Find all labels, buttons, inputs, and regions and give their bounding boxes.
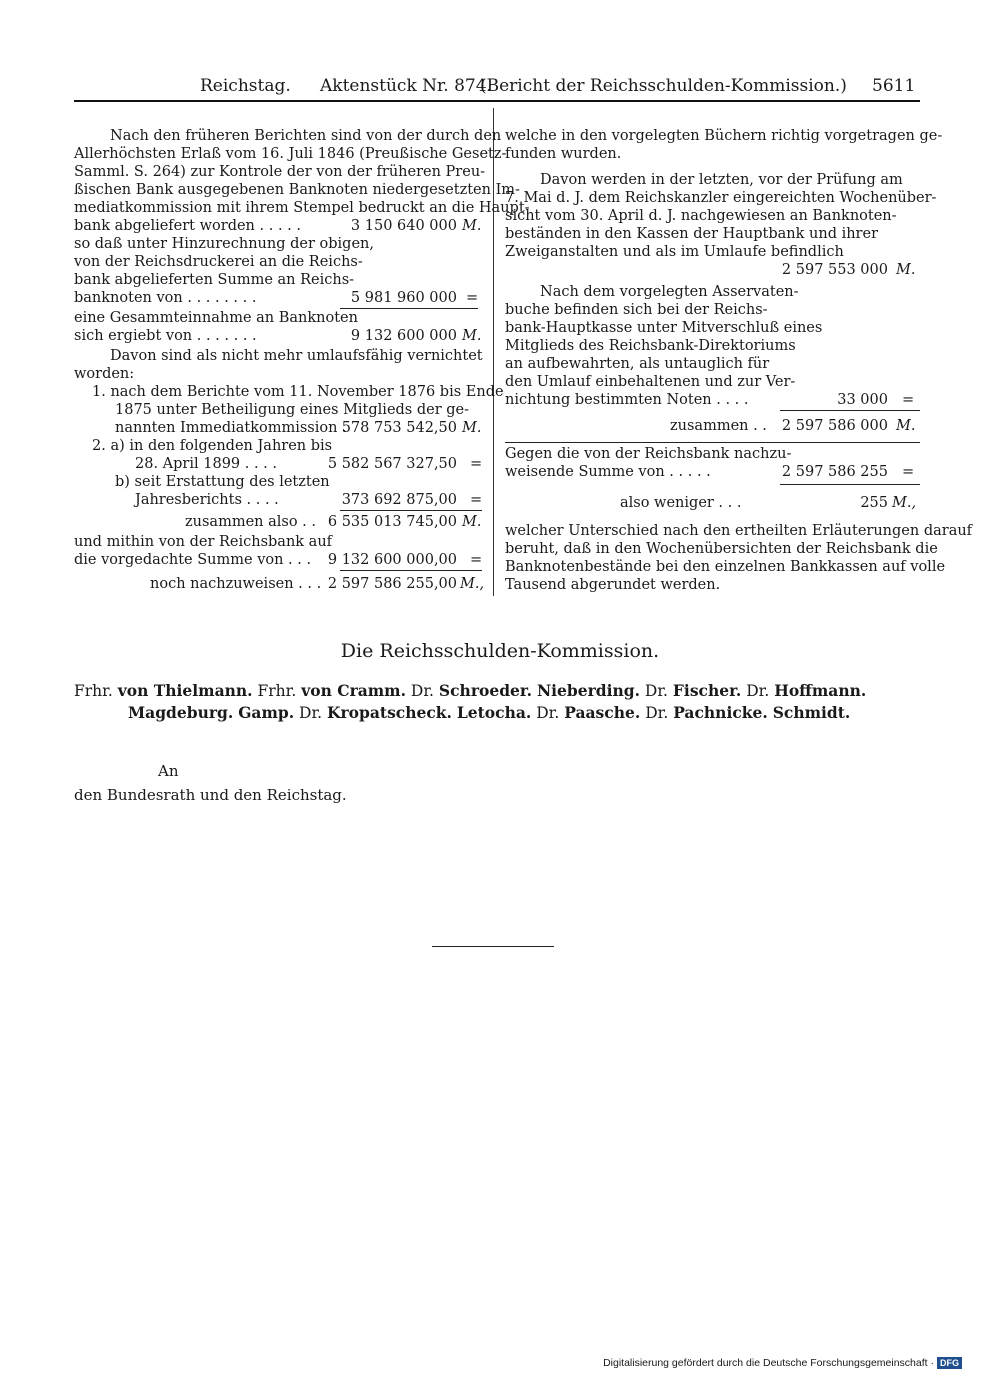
header-right: (Bericht der Reichsschulden-Kommission.) — [480, 76, 847, 96]
signature-line-2 — [128, 703, 850, 722]
signature-name: Fischer. — [672, 681, 742, 700]
right-p2-line: Zweiganstalten und als im Umlaufe befindlich — [505, 244, 844, 260]
amount-value: 578 753 542,50 — [341, 420, 457, 436]
left-item1-line: nannten Immediatkommission . — [115, 420, 347, 436]
amount-value: 255 — [860, 495, 888, 511]
less-label: also weniger . . . — [620, 495, 742, 511]
sum-label: zusammen . . — [670, 418, 767, 434]
footer-text: Digitalisierung gefördert durch die Deutsche Forschungsgemeinschaft — [603, 1357, 928, 1369]
right-p2-line: sicht vom 30. April d. J. nachgewiesen an Banknoten- — [505, 208, 897, 224]
signature-name: Paasche. — [564, 703, 641, 722]
sum-rule — [340, 510, 482, 511]
right-p5-line: beruht, daß in den Wochenübersichten der Reichsbank die — [505, 541, 938, 557]
amount-value: 9 132 600 000 — [350, 328, 457, 344]
currency-unit: M. — [462, 218, 482, 234]
address-an: An — [158, 762, 179, 780]
amount-value: 6 535 013 745,00 — [327, 514, 457, 530]
signature-name: Schroeder. — [438, 681, 533, 700]
signature-prefix: Dr. — [299, 704, 328, 722]
left-item2a-line: 2. a) in den folgenden Jahren bis — [92, 438, 333, 454]
left-p1-line: ßischen Bank ausgegebenen Banknoten niedergesetzten Im- — [74, 182, 520, 198]
amount-value: 2 597 586 255 — [781, 464, 888, 480]
ditto-mark: = — [470, 456, 483, 472]
right-p2-line: Davon werden in der letzten, vor der Prüfung am — [540, 172, 903, 188]
left-item2b-line: Jahresberichts . . . . — [135, 492, 279, 508]
right-p5-line: Tausend abgerundet werden. — [505, 577, 721, 593]
left-p2-line: bank abgelieferten Summe an Reichs- — [74, 272, 355, 288]
section-rule — [505, 442, 920, 443]
right-p3-line: den Umlauf einbehaltenen und zur Ver- — [505, 374, 796, 390]
right-p5-line: welcher Unterschied nach den ertheilten Erläuterungen darauf — [505, 523, 973, 539]
signature-prefix: Dr. — [645, 704, 674, 722]
currency-unit: M. — [462, 514, 482, 530]
sum-rule — [340, 308, 478, 309]
right-p1-line: funden wurden. — [505, 146, 622, 162]
footer-credit: Digitalisierung gefördert durch die Deutsche Forschungsgemeinschaft · DFG — [603, 1357, 962, 1369]
left-p1-line: mediatkommission mit ihrem Stempel bedruckt an die Haupt- — [74, 200, 530, 216]
left-p5-line: und mithin von der Reichsbank auf — [74, 534, 333, 550]
left-item2b-line: b) seit Erstattung des letzten — [115, 474, 330, 490]
end-rule — [432, 946, 554, 947]
right-p3-line: buche befinden sich bei der Reichs- — [505, 302, 768, 318]
right-p3-line: Nach dem vorgelegten Asservaten- — [540, 284, 799, 300]
ditto-mark: = — [902, 464, 915, 480]
right-p2-line: 7. Mai d. J. dem Reichskanzler eingereichten Wochenüber- — [505, 190, 937, 206]
left-p1-line: bank abgeliefert worden . . . . . — [74, 218, 301, 234]
signature-name: Pachnicke. — [673, 703, 768, 722]
signature-prefix: Dr. — [410, 682, 439, 700]
amount-value: 33 000 — [837, 392, 888, 408]
dfg-logo: DFG — [937, 1357, 962, 1369]
amount-value: 2 597 553 000 — [781, 262, 888, 278]
left-p1-line: Samml. S. 264) zur Kontrole der von der früheren Preu- — [74, 164, 486, 180]
signature-name: Kropatscheck. — [327, 703, 452, 722]
signature-name: von Thielmann. — [117, 681, 253, 700]
header-center: Aktenstück Nr. 874. — [320, 76, 492, 96]
signature-prefix: Dr. — [644, 682, 673, 700]
amount-value: 5 981 960 000 — [350, 290, 457, 306]
commission-title: Die Reichsschulden-Kommission. — [340, 640, 660, 662]
ditto-mark: = — [902, 392, 915, 408]
signature-prefix: Dr. — [746, 682, 775, 700]
signature-prefix: Dr. — [536, 704, 565, 722]
signature-line-1 — [74, 681, 866, 700]
signature-name: Nieberding. — [536, 681, 640, 700]
right-p1-line: welche in den vorgelegten Büchern richtig vorgetragen ge- — [505, 128, 943, 144]
left-p5-line: die vorgedachte Summe von . . . — [74, 552, 312, 568]
left-p3-line: eine Gesammteinnahme an Banknoten — [74, 310, 358, 326]
signature-name: Hoffmann. — [774, 681, 867, 700]
currency-unit: M. — [896, 418, 916, 434]
currency-unit: M., — [460, 576, 485, 592]
amount-value: 2 597 586 000 — [781, 418, 888, 434]
right-p4-line: weisende Summe von . . . . . — [505, 464, 711, 480]
left-item1-line: 1. nach dem Berichte vom 11. November 1876 bis Ende — [92, 384, 504, 400]
signature-prefix: Frhr. — [74, 682, 118, 700]
currency-unit: M. — [462, 328, 482, 344]
amount-value: 2 597 586 255,00 — [327, 576, 457, 592]
sum-label: zusammen also . . — [185, 514, 316, 530]
signature-prefix: Frhr. — [257, 682, 302, 700]
rest-label: noch nachzuweisen . . . — [150, 576, 322, 592]
left-p2-line: von der Reichsdruckerei an die Reichs- — [74, 254, 363, 270]
ditto-mark: = — [470, 552, 483, 568]
left-p4-line: Davon sind als nicht mehr umlaufsfähig vernichtet — [110, 348, 483, 364]
left-p4-line: worden: — [74, 366, 135, 382]
right-p4-line: Gegen die von der Reichsbank nachzu- — [505, 446, 792, 462]
ditto-mark: = — [470, 492, 483, 508]
page-number: 5611 — [872, 76, 916, 96]
amount-value: 3 150 640 000 — [350, 218, 457, 234]
left-item2a-line: 28. April 1899 . . . . — [135, 456, 278, 472]
signature-name: von Cramm. — [301, 681, 406, 700]
currency-unit: M., — [892, 495, 917, 511]
right-p3-line: bank-Hauptkasse unter Mitverschluß eines — [505, 320, 823, 336]
left-item1-line: 1875 unter Betheiligung eines Mitglieds der ge- — [115, 402, 470, 418]
ditto-mark: = — [466, 290, 479, 306]
amount-value: 9 132 600 000,00 — [327, 552, 457, 568]
left-p1-line: Nach den früheren Berichten sind von der durch den — [110, 128, 502, 144]
signature-name: Letocha. — [456, 703, 532, 722]
left-p1-line: Allerhöchsten Erlaß vom 16. Juli 1846 (Preußische Gesetz- — [74, 146, 507, 162]
signature-name: Schmidt. — [772, 703, 851, 722]
left-p3-line: sich ergiebt von . . . . . . . — [74, 328, 257, 344]
address-recipient: den Bundesrath und den Reichstag. — [74, 786, 347, 804]
right-p2-line: beständen in den Kassen der Hauptbank und ihrer — [505, 226, 878, 242]
signature-name: Gamp. — [238, 703, 295, 722]
right-p3-line: an aufbewahrten, als untauglich für — [505, 356, 770, 372]
signature-name: Magdeburg. — [128, 703, 234, 722]
sum-rule — [340, 570, 482, 571]
currency-unit: M. — [896, 262, 916, 278]
left-p2-line: so daß unter Hinzurechnung der obigen, — [74, 236, 374, 252]
sum-rule — [780, 484, 920, 485]
header-rule — [74, 100, 920, 102]
amount-value: 373 692 875,00 — [341, 492, 457, 508]
right-p3-line: Mitglieds des Reichsbank-Direktoriums — [505, 338, 796, 354]
header-left: Reichstag. — [200, 76, 291, 96]
amount-value: 5 582 567 327,50 — [327, 456, 457, 472]
right-p3-line: nichtung bestimmten Noten . . . . — [505, 392, 749, 408]
left-p2-line: banknoten von . . . . . . . . — [74, 290, 257, 306]
right-p5-line: Banknotenbestände bei den einzelnen Bankkassen auf volle — [505, 559, 946, 575]
sum-rule — [780, 410, 920, 411]
currency-unit: M. — [462, 420, 482, 436]
